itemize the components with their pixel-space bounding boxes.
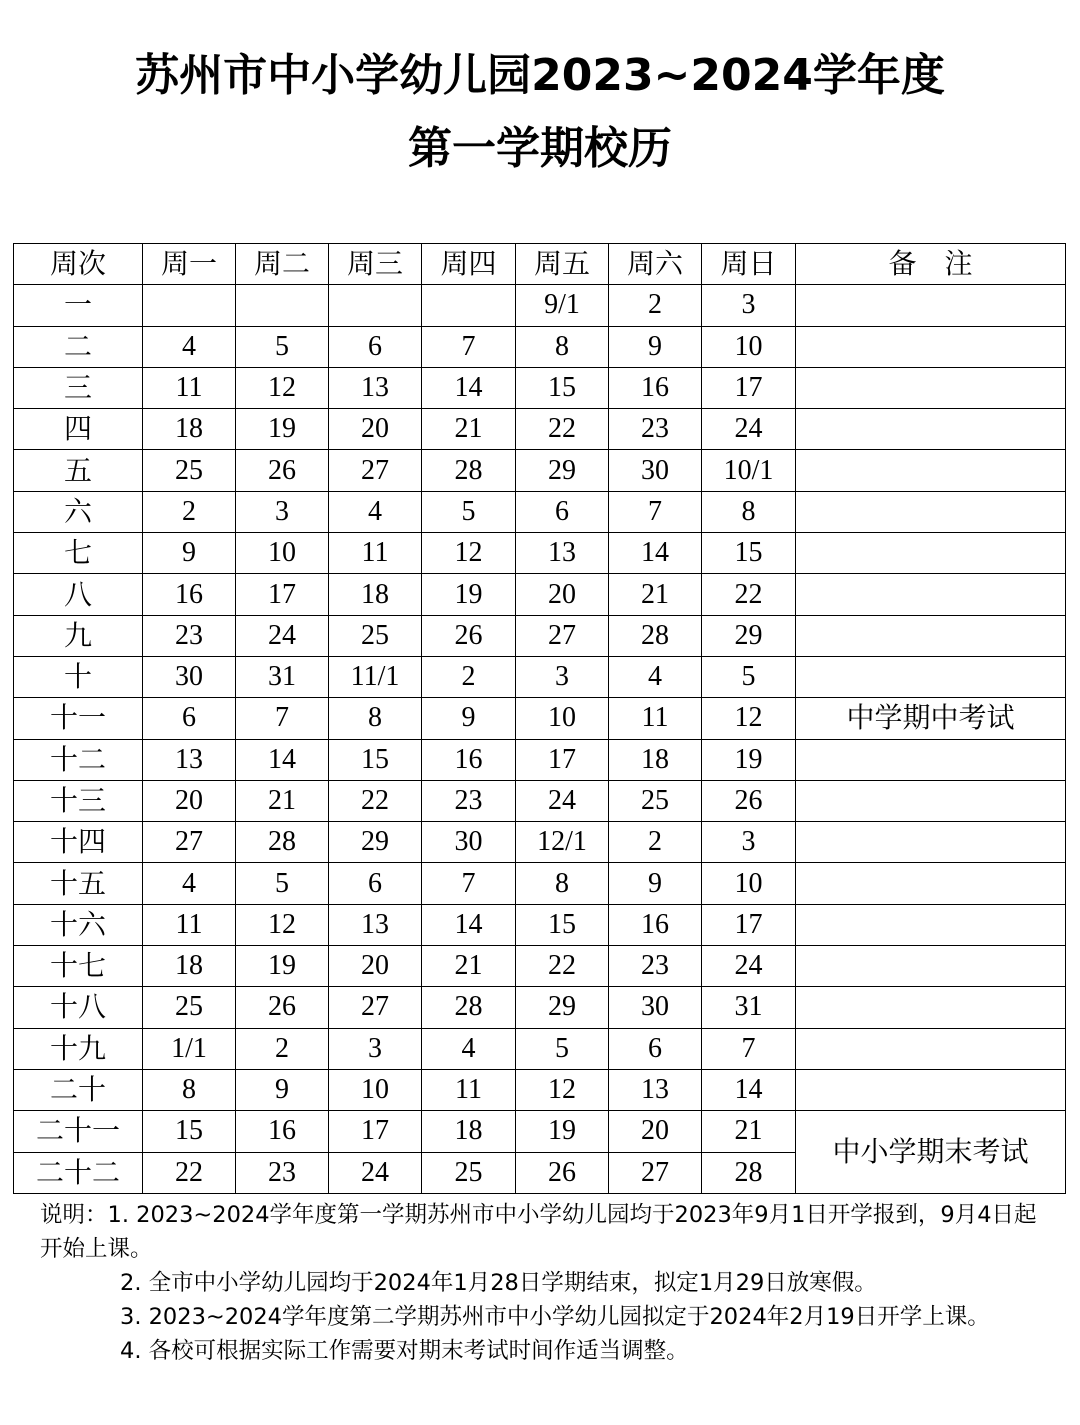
date-cell: 31 <box>702 987 796 1028</box>
date-cell: 25 <box>422 1152 516 1193</box>
table-body <box>14 285 1066 1194</box>
table-row <box>14 491 1066 532</box>
date-cell: 17 <box>702 367 796 408</box>
date-cell: 21 <box>609 574 702 615</box>
remark-cell <box>796 450 1066 491</box>
week-number-cell: 十二 <box>14 739 143 780</box>
date-cell: 8 <box>143 1069 236 1110</box>
table-row <box>14 863 1066 904</box>
header-remark: 备 注 <box>796 244 1066 285</box>
date-cell: 9 <box>422 698 516 739</box>
date-cell: 21 <box>702 1111 796 1152</box>
week-number-cell: 八 <box>14 574 143 615</box>
date-cell <box>329 285 422 326</box>
week-number-cell: 十三 <box>14 780 143 821</box>
date-cell: 17 <box>702 904 796 945</box>
date-cell: 21 <box>422 409 516 450</box>
remark-cell <box>796 326 1066 367</box>
table-row <box>14 780 1066 821</box>
date-cell: 7 <box>422 863 516 904</box>
date-cell: 12 <box>516 1069 609 1110</box>
table-row <box>14 656 1066 697</box>
date-cell: 27 <box>329 450 422 491</box>
table-row <box>14 574 1066 615</box>
date-cell: 18 <box>422 1111 516 1152</box>
header-sat: 周六 <box>609 244 702 285</box>
date-cell: 5 <box>236 863 329 904</box>
table-header-row <box>14 244 1066 285</box>
date-cell: 22 <box>702 574 796 615</box>
date-cell: 10 <box>236 533 329 574</box>
table-row <box>14 326 1066 367</box>
date-cell: 22 <box>329 780 422 821</box>
date-cell: 21 <box>422 946 516 987</box>
date-cell: 7 <box>702 1028 796 1069</box>
week-number-cell: 七 <box>14 533 143 574</box>
remark-cell <box>796 574 1066 615</box>
date-cell: 27 <box>329 987 422 1028</box>
date-cell: 20 <box>329 946 422 987</box>
week-number-cell: 十八 <box>14 987 143 1028</box>
remark-cell <box>796 987 1066 1028</box>
remark-cell <box>796 822 1066 863</box>
date-cell: 18 <box>609 739 702 780</box>
date-cell: 20 <box>516 574 609 615</box>
date-cell: 8 <box>516 863 609 904</box>
date-cell: 14 <box>702 1069 796 1110</box>
header-week: 周次 <box>14 244 143 285</box>
date-cell: 22 <box>516 946 609 987</box>
week-number-cell: 三 <box>14 367 143 408</box>
date-cell: 24 <box>516 780 609 821</box>
header-tue: 周二 <box>236 244 329 285</box>
date-cell: 26 <box>422 615 516 656</box>
table-row <box>14 615 1066 656</box>
remark-cell <box>796 946 1066 987</box>
date-cell: 4 <box>329 491 422 532</box>
date-cell: 22 <box>143 1152 236 1193</box>
date-cell: 10 <box>329 1069 422 1110</box>
date-cell: 27 <box>609 1152 702 1193</box>
date-cell: 3 <box>236 491 329 532</box>
date-cell: 15 <box>516 904 609 945</box>
week-number-cell: 十六 <box>14 904 143 945</box>
remark-cell <box>796 863 1066 904</box>
date-cell: 2 <box>236 1028 329 1069</box>
remark-cell <box>796 780 1066 821</box>
date-cell: 13 <box>143 739 236 780</box>
date-cell: 18 <box>143 409 236 450</box>
table-row <box>14 822 1066 863</box>
date-cell: 2 <box>143 491 236 532</box>
date-cell: 26 <box>702 780 796 821</box>
header-wed: 周三 <box>329 244 422 285</box>
date-cell: 24 <box>236 615 329 656</box>
date-cell: 13 <box>329 367 422 408</box>
date-cell: 14 <box>236 739 329 780</box>
date-cell: 23 <box>236 1152 329 1193</box>
week-number-cell: 十一 <box>14 698 143 739</box>
remark-cell <box>796 409 1066 450</box>
date-cell: 10 <box>702 863 796 904</box>
date-cell: 21 <box>236 780 329 821</box>
date-cell: 7 <box>609 491 702 532</box>
date-cell: 14 <box>422 904 516 945</box>
date-cell: 19 <box>702 739 796 780</box>
date-cell: 7 <box>236 698 329 739</box>
date-cell: 3 <box>329 1028 422 1069</box>
note-4: 4. 各校可根据实际工作需要对期末考试时间作适当调整。 <box>120 1338 689 1364</box>
date-cell: 17 <box>516 739 609 780</box>
note-3: 3. 2023~2024学年度第二学期苏州市中小学幼儿园拟定于2024年2月19日开学上课。 <box>120 1304 990 1330</box>
date-cell: 29 <box>516 450 609 491</box>
week-number-cell: 十五 <box>14 863 143 904</box>
table-row <box>14 739 1066 780</box>
date-cell: 20 <box>609 1111 702 1152</box>
date-cell: 31 <box>236 656 329 697</box>
week-number-cell: 十 <box>14 656 143 697</box>
header-mon: 周一 <box>143 244 236 285</box>
date-cell <box>143 285 236 326</box>
date-cell: 12 <box>236 904 329 945</box>
week-number-cell: 二 <box>14 326 143 367</box>
table-row <box>14 1028 1066 1069</box>
date-cell: 22 <box>516 409 609 450</box>
remark-cell <box>796 656 1066 697</box>
date-cell: 6 <box>329 326 422 367</box>
date-cell: 12 <box>422 533 516 574</box>
week-number-cell: 十七 <box>14 946 143 987</box>
date-cell <box>422 285 516 326</box>
week-number-cell: 二十二 <box>14 1152 143 1193</box>
date-cell: 16 <box>143 574 236 615</box>
date-cell: 28 <box>702 1152 796 1193</box>
date-cell: 3 <box>702 822 796 863</box>
date-cell: 2 <box>609 285 702 326</box>
remark-cell <box>796 533 1066 574</box>
date-cell: 11 <box>609 698 702 739</box>
date-cell: 11/1 <box>329 656 422 697</box>
table-row <box>14 904 1066 945</box>
note-2: 2. 全市中小学幼儿园均于2024年1月28日学期结束，拟定1月29日放寒假。 <box>120 1270 877 1296</box>
week-number-cell: 四 <box>14 409 143 450</box>
date-cell: 27 <box>143 822 236 863</box>
date-cell: 9 <box>236 1069 329 1110</box>
remark-cell <box>796 615 1066 656</box>
date-cell: 16 <box>422 739 516 780</box>
date-cell: 4 <box>143 326 236 367</box>
notes-label: 说明： <box>40 1202 108 1228</box>
date-cell: 19 <box>236 409 329 450</box>
date-cell: 13 <box>609 1069 702 1110</box>
table-row <box>14 450 1066 491</box>
date-cell: 15 <box>329 739 422 780</box>
week-number-cell: 十四 <box>14 822 143 863</box>
date-cell: 24 <box>329 1152 422 1193</box>
date-cell: 1/1 <box>143 1028 236 1069</box>
date-cell: 19 <box>236 946 329 987</box>
date-cell: 14 <box>609 533 702 574</box>
date-cell: 29 <box>516 987 609 1028</box>
date-cell: 24 <box>702 946 796 987</box>
table-row <box>14 987 1066 1028</box>
date-cell: 9 <box>609 326 702 367</box>
date-cell: 4 <box>143 863 236 904</box>
date-cell: 4 <box>609 656 702 697</box>
date-cell: 9 <box>609 863 702 904</box>
date-cell: 25 <box>143 450 236 491</box>
date-cell: 23 <box>422 780 516 821</box>
date-cell: 10/1 <box>702 450 796 491</box>
school-calendar-table <box>13 243 1066 1194</box>
date-cell: 2 <box>422 656 516 697</box>
date-cell: 6 <box>329 863 422 904</box>
week-number-cell: 二十 <box>14 1069 143 1110</box>
notes-section <box>40 1198 1050 1368</box>
date-cell: 11 <box>143 367 236 408</box>
date-cell: 4 <box>422 1028 516 1069</box>
date-cell: 5 <box>422 491 516 532</box>
date-cell: 30 <box>143 656 236 697</box>
week-number-cell: 一 <box>14 285 143 326</box>
week-number-cell: 十九 <box>14 1028 143 1069</box>
date-cell: 3 <box>516 656 609 697</box>
date-cell: 17 <box>236 574 329 615</box>
date-cell: 24 <box>702 409 796 450</box>
date-cell: 19 <box>516 1111 609 1152</box>
date-cell: 23 <box>609 946 702 987</box>
date-cell: 12 <box>702 698 796 739</box>
date-cell: 10 <box>516 698 609 739</box>
date-cell: 28 <box>236 822 329 863</box>
remark-cell <box>796 1069 1066 1110</box>
date-cell: 18 <box>329 574 422 615</box>
date-cell: 5 <box>236 326 329 367</box>
date-cell: 13 <box>329 904 422 945</box>
date-cell: 11 <box>422 1069 516 1110</box>
date-cell: 18 <box>143 946 236 987</box>
date-cell: 12/1 <box>516 822 609 863</box>
date-cell: 11 <box>329 533 422 574</box>
date-cell: 16 <box>609 367 702 408</box>
date-cell: 30 <box>609 987 702 1028</box>
week-number-cell: 六 <box>14 491 143 532</box>
date-cell: 6 <box>143 698 236 739</box>
date-cell <box>236 285 329 326</box>
date-cell: 29 <box>329 822 422 863</box>
remark-cell <box>796 1028 1066 1069</box>
remark-cell <box>796 739 1066 780</box>
date-cell: 5 <box>702 656 796 697</box>
date-cell: 2 <box>609 822 702 863</box>
date-cell: 15 <box>516 367 609 408</box>
date-cell: 6 <box>609 1028 702 1069</box>
date-cell: 9/1 <box>516 285 609 326</box>
remark-cell: 中学期中考试 <box>796 698 1066 739</box>
date-cell: 11 <box>143 904 236 945</box>
table-row <box>14 1111 1066 1152</box>
date-cell: 8 <box>329 698 422 739</box>
remark-cell <box>796 285 1066 326</box>
remark-cell <box>796 904 1066 945</box>
date-cell: 15 <box>143 1111 236 1152</box>
week-number-cell: 五 <box>14 450 143 491</box>
date-cell: 28 <box>422 987 516 1028</box>
date-cell: 16 <box>609 904 702 945</box>
date-cell: 10 <box>702 326 796 367</box>
date-cell: 26 <box>516 1152 609 1193</box>
header-sun: 周日 <box>702 244 796 285</box>
table-row <box>14 409 1066 450</box>
date-cell: 6 <box>516 491 609 532</box>
date-cell: 23 <box>609 409 702 450</box>
date-cell: 27 <box>516 615 609 656</box>
date-cell: 7 <box>422 326 516 367</box>
date-cell: 26 <box>236 450 329 491</box>
table-row <box>14 533 1066 574</box>
date-cell: 23 <box>143 615 236 656</box>
date-cell: 25 <box>609 780 702 821</box>
note-1-text: 1. 2023~2024学年度第一学期苏州市中小学幼儿园均于2023年9月1日开学报到，9月4日起开始上课。 <box>40 1202 1037 1262</box>
date-cell: 19 <box>422 574 516 615</box>
date-cell: 8 <box>516 326 609 367</box>
date-cell: 3 <box>702 285 796 326</box>
week-number-cell: 二十一 <box>14 1111 143 1152</box>
table-row <box>14 367 1066 408</box>
date-cell: 25 <box>143 987 236 1028</box>
date-cell: 30 <box>609 450 702 491</box>
date-cell: 30 <box>422 822 516 863</box>
date-cell: 17 <box>329 1111 422 1152</box>
table-row <box>14 1069 1066 1110</box>
title-line-1: 苏州市中小学幼儿园2023~2024学年度 <box>135 50 945 101</box>
date-cell: 28 <box>422 450 516 491</box>
date-cell: 16 <box>236 1111 329 1152</box>
date-cell: 5 <box>516 1028 609 1069</box>
date-cell: 13 <box>516 533 609 574</box>
date-cell: 26 <box>236 987 329 1028</box>
date-cell: 29 <box>702 615 796 656</box>
title-line-2: 第一学期校历 <box>408 123 672 174</box>
table-row <box>14 698 1066 739</box>
header-thu: 周四 <box>422 244 516 285</box>
date-cell: 15 <box>702 533 796 574</box>
date-cell: 14 <box>422 367 516 408</box>
table-row <box>14 285 1066 326</box>
date-cell: 25 <box>329 615 422 656</box>
date-cell: 8 <box>702 491 796 532</box>
date-cell: 12 <box>236 367 329 408</box>
table-row <box>14 946 1066 987</box>
date-cell: 20 <box>143 780 236 821</box>
header-fri: 周五 <box>516 244 609 285</box>
remark-cell: 中小学期末考试 <box>796 1111 1066 1194</box>
date-cell: 28 <box>609 615 702 656</box>
date-cell: 20 <box>329 409 422 450</box>
date-cell: 9 <box>143 533 236 574</box>
remark-cell <box>796 367 1066 408</box>
remark-cell <box>796 491 1066 532</box>
note-1 <box>40 1198 1050 1266</box>
week-number-cell: 九 <box>14 615 143 656</box>
